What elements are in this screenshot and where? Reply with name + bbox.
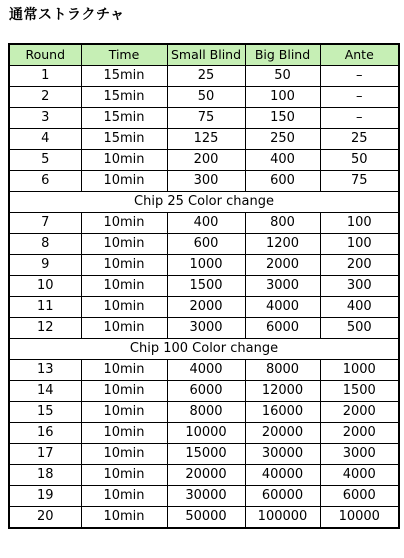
small-blind-cell: 3000 <box>167 318 245 339</box>
round-cell: 1 <box>9 66 81 87</box>
time-cell: 10min <box>81 381 167 402</box>
time-cell: 10min <box>81 465 167 486</box>
big-blind-cell: 2000 <box>245 255 320 276</box>
level-row <box>9 465 399 486</box>
time-cell: 15min <box>81 66 167 87</box>
big-blind-cell: 400 <box>245 150 320 171</box>
level-row <box>9 318 399 339</box>
header-row <box>9 44 399 66</box>
round-cell: 4 <box>9 129 81 150</box>
ante-cell: 2000 <box>320 423 399 444</box>
big-blind-cell: 8000 <box>245 360 320 381</box>
time-cell: 10min <box>81 234 167 255</box>
ante-cell: – <box>320 87 399 108</box>
ante-cell: – <box>320 66 399 87</box>
blind-structure-table <box>8 43 400 529</box>
round-cell: 14 <box>9 381 81 402</box>
big-blind-cell: 1200 <box>245 234 320 255</box>
round-cell: 13 <box>9 360 81 381</box>
header-round: Round <box>9 44 81 66</box>
small-blind-cell: 75 <box>167 108 245 129</box>
big-blind-cell: 20000 <box>245 423 320 444</box>
round-cell: 8 <box>9 234 81 255</box>
time-cell: 10min <box>81 507 167 529</box>
ante-cell: 10000 <box>320 507 399 529</box>
round-cell: 19 <box>9 486 81 507</box>
big-blind-cell: 100 <box>245 87 320 108</box>
level-row <box>9 108 399 129</box>
chip-change-note: Chip 25 Color change <box>9 192 399 213</box>
level-row <box>9 276 399 297</box>
big-blind-cell: 800 <box>245 213 320 234</box>
time-cell: 10min <box>81 444 167 465</box>
ante-cell: 400 <box>320 297 399 318</box>
level-row <box>9 486 399 507</box>
ante-cell: 500 <box>320 318 399 339</box>
small-blind-cell: 4000 <box>167 360 245 381</box>
table-body <box>9 66 399 529</box>
ante-cell: 50 <box>320 150 399 171</box>
level-row <box>9 234 399 255</box>
round-cell: 17 <box>9 444 81 465</box>
big-blind-cell: 250 <box>245 129 320 150</box>
level-row <box>9 87 399 108</box>
big-blind-cell: 3000 <box>245 276 320 297</box>
round-cell: 18 <box>9 465 81 486</box>
time-cell: 10min <box>81 318 167 339</box>
time-cell: 10min <box>81 297 167 318</box>
round-cell: 10 <box>9 276 81 297</box>
ante-cell: 25 <box>320 129 399 150</box>
level-row <box>9 402 399 423</box>
small-blind-cell: 50000 <box>167 507 245 529</box>
chip-change-row <box>9 192 399 213</box>
big-blind-cell: 4000 <box>245 297 320 318</box>
time-cell: 10min <box>81 150 167 171</box>
small-blind-cell: 20000 <box>167 465 245 486</box>
level-row <box>9 381 399 402</box>
small-blind-cell: 1500 <box>167 276 245 297</box>
ante-cell: 100 <box>320 213 399 234</box>
big-blind-cell: 40000 <box>245 465 320 486</box>
big-blind-cell: 50 <box>245 66 320 87</box>
round-cell: 6 <box>9 171 81 192</box>
ante-cell: 1500 <box>320 381 399 402</box>
small-blind-cell: 30000 <box>167 486 245 507</box>
level-row <box>9 297 399 318</box>
page-title: 通常ストラクチャ <box>9 7 125 23</box>
small-blind-cell: 400 <box>167 213 245 234</box>
round-cell: 3 <box>9 108 81 129</box>
level-row <box>9 423 399 444</box>
time-cell: 10min <box>81 423 167 444</box>
round-cell: 12 <box>9 318 81 339</box>
small-blind-cell: 200 <box>167 150 245 171</box>
small-blind-cell: 15000 <box>167 444 245 465</box>
small-blind-cell: 300 <box>167 171 245 192</box>
small-blind-cell: 50 <box>167 87 245 108</box>
small-blind-cell: 600 <box>167 234 245 255</box>
small-blind-cell: 2000 <box>167 297 245 318</box>
big-blind-cell: 12000 <box>245 381 320 402</box>
chip-change-note: Chip 100 Color change <box>9 339 399 360</box>
time-cell: 10min <box>81 402 167 423</box>
big-blind-cell: 30000 <box>245 444 320 465</box>
level-row <box>9 444 399 465</box>
header-time: Time <box>81 44 167 66</box>
ante-cell: 6000 <box>320 486 399 507</box>
small-blind-cell: 25 <box>167 66 245 87</box>
big-blind-cell: 6000 <box>245 318 320 339</box>
header-small-blind: Small Blind <box>167 44 245 66</box>
time-cell: 15min <box>81 87 167 108</box>
ante-cell: 300 <box>320 276 399 297</box>
time-cell: 15min <box>81 129 167 150</box>
level-row <box>9 66 399 87</box>
ante-cell: 100 <box>320 234 399 255</box>
level-row <box>9 360 399 381</box>
level-row <box>9 507 399 529</box>
time-cell: 10min <box>81 213 167 234</box>
round-cell: 20 <box>9 507 81 529</box>
big-blind-cell: 150 <box>245 108 320 129</box>
small-blind-cell: 10000 <box>167 423 245 444</box>
level-row <box>9 213 399 234</box>
time-cell: 15min <box>81 108 167 129</box>
time-cell: 10min <box>81 360 167 381</box>
small-blind-cell: 1000 <box>167 255 245 276</box>
round-cell: 9 <box>9 255 81 276</box>
ante-cell: – <box>320 108 399 129</box>
big-blind-cell: 600 <box>245 171 320 192</box>
level-row <box>9 255 399 276</box>
header-big-blind: Big Blind <box>245 44 320 66</box>
small-blind-cell: 6000 <box>167 381 245 402</box>
round-cell: 15 <box>9 402 81 423</box>
round-cell: 5 <box>9 150 81 171</box>
small-blind-cell: 8000 <box>167 402 245 423</box>
big-blind-cell: 60000 <box>245 486 320 507</box>
small-blind-cell: 125 <box>167 129 245 150</box>
level-row <box>9 129 399 150</box>
ante-cell: 2000 <box>320 402 399 423</box>
round-cell: 16 <box>9 423 81 444</box>
ante-cell: 1000 <box>320 360 399 381</box>
time-cell: 10min <box>81 255 167 276</box>
round-cell: 11 <box>9 297 81 318</box>
ante-cell: 75 <box>320 171 399 192</box>
time-cell: 10min <box>81 276 167 297</box>
time-cell: 10min <box>81 486 167 507</box>
level-row <box>9 171 399 192</box>
big-blind-cell: 100000 <box>245 507 320 529</box>
ante-cell: 4000 <box>320 465 399 486</box>
ante-cell: 200 <box>320 255 399 276</box>
ante-cell: 3000 <box>320 444 399 465</box>
big-blind-cell: 16000 <box>245 402 320 423</box>
chip-change-row <box>9 339 399 360</box>
level-row <box>9 150 399 171</box>
round-cell: 2 <box>9 87 81 108</box>
header-ante: Ante <box>320 44 399 66</box>
round-cell: 7 <box>9 213 81 234</box>
time-cell: 10min <box>81 171 167 192</box>
